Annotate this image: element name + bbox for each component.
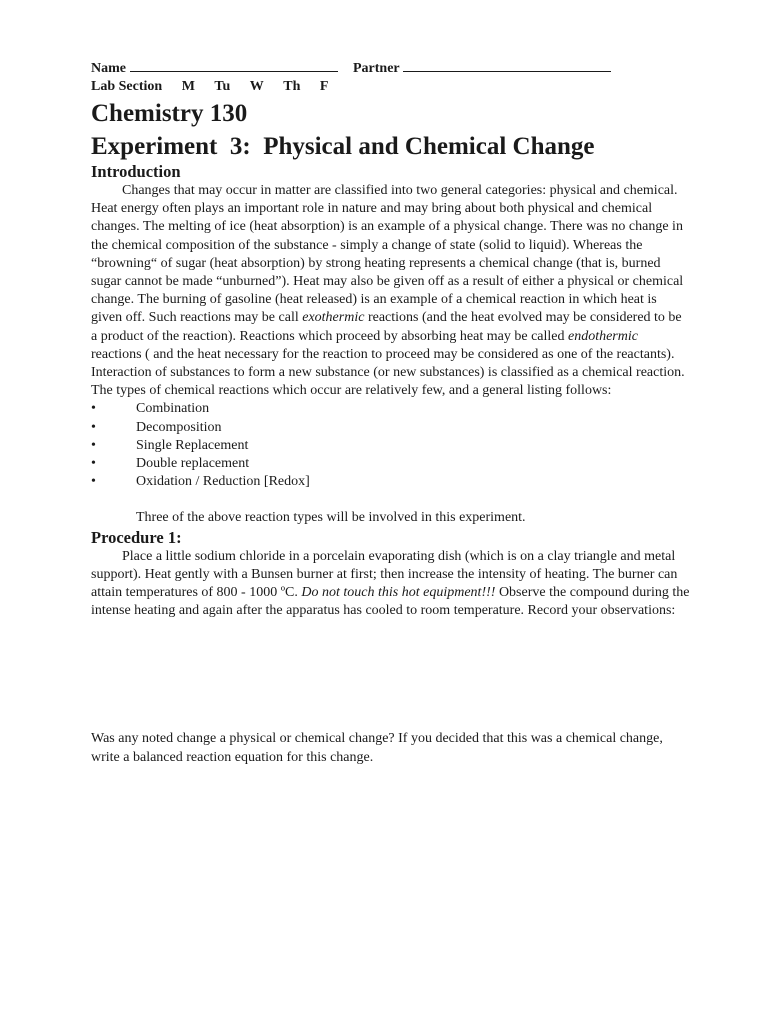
- day-option-friday[interactable]: F: [319, 79, 329, 94]
- intro-text-part1: Changes that may occur in matter are classified into two general categories: physical and chemical. Heat energy often plays an important role in nature and may bring about both physical and chemical changes. The melting of ice (heat absorption) is an example of a physical change. There was no change in the chemical composition of the substance - simply a change of state (solid to liquid). Whereas the “browning“ of sugar (heat absorption) by strong heating represents a chemical change (that is, burned sugar cannot be made “unburned”). Heat may also be given off as a result of either a physical or chemical change. The burning of gasoline (heat released) is an example of a chemical reaction in which heat is given off. Such reactions may be call: [91, 183, 684, 326]
- day-option-wednesday[interactable]: W: [249, 79, 264, 94]
- experiment-title: Experiment 3: Physical and Chemical Change: [91, 133, 595, 160]
- list-item: • Oxidation / Reduction [Redox]: [91, 473, 691, 491]
- partner-field[interactable]: [403, 58, 611, 72]
- procedure1-question: Was any noted change a physical or chemical change? If you decided that this was a chemical change, write a balanced reaction equation for this change.: [91, 731, 663, 765]
- term-exothermic: exothermic: [302, 310, 365, 326]
- day-option-thursday[interactable]: Th: [283, 79, 301, 94]
- name-field[interactable]: [130, 58, 338, 72]
- list-item: • Double replacement: [91, 455, 691, 473]
- list-item: • Combination: [91, 400, 691, 418]
- bullet-icon: •: [91, 419, 96, 435]
- day-option-tuesday[interactable]: Tu: [214, 79, 231, 94]
- list-item: • Decomposition: [91, 419, 691, 437]
- name-partner-row: [91, 58, 691, 78]
- bullet-icon: •: [91, 474, 96, 490]
- list-item: • Single Replacement: [91, 437, 691, 455]
- intro-text-part3: reactions ( and the heat necessary for the reaction to proceed may be considered as one of the reactants). Interaction of substances to form a new substance (or new substances) is classified as a chemical reaction. The types of chemical reactions which occur are relatively few, and a general listing follows:: [91, 346, 685, 399]
- reaction-types-note: Three of the above reaction types will be involved in this experiment.: [136, 510, 526, 526]
- bullet-icon: •: [91, 437, 96, 453]
- intro-text-part2: reactions (and the heat evolved may be considered to be a product of the reaction). Reactions which proceed by absorbing heat may be called: [91, 310, 682, 344]
- bullet-icon: •: [91, 456, 96, 472]
- name-label: Name: [91, 61, 126, 76]
- lab-section-label: Lab Section: [91, 79, 163, 94]
- course-title: Chemistry 130: [91, 100, 248, 127]
- day-option-monday[interactable]: M: [181, 79, 195, 94]
- safety-warning: Do not touch this hot equipment!!!: [301, 585, 496, 601]
- procedure1-paragraph: [91, 548, 691, 621]
- procedure1-heading: Procedure 1:: [91, 527, 182, 547]
- bullet-icon: •: [91, 401, 96, 417]
- procedure1-text-part2: Observe the compound during the intense heating and again after the apparatus has cooled to room temperature. Record your observations:: [91, 585, 690, 619]
- introduction-paragraph: [91, 182, 691, 400]
- procedure1-text-part1: Place a little sodium chloride in a porcelain evaporating dish (which is on a clay triangle and metal support). Heat gently with a Bunsen burner at first; then increase the intensity of heating. The burner can attain temperatures of 800 - 1000 ºC.: [91, 548, 678, 601]
- term-endothermic: endothermic: [567, 328, 638, 344]
- worksheet-page: [91, 58, 691, 767]
- partner-label: Partner: [353, 61, 400, 76]
- reaction-types-list: [91, 400, 691, 491]
- introduction-heading: Introduction: [91, 162, 181, 181]
- lab-section-row: [91, 78, 691, 96]
